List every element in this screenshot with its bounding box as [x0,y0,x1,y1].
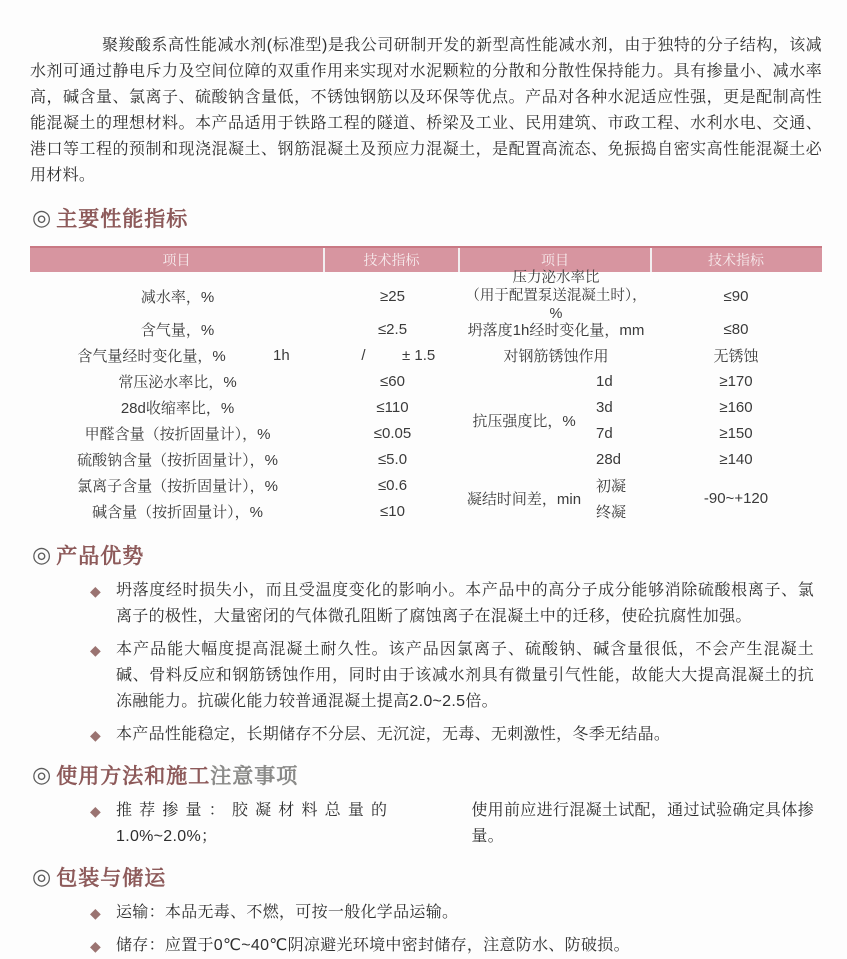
list-item [30,578,822,630]
row-label: 碱含量（按折固量计），% [92,503,263,521]
section-title: 主要性能指标 [56,208,189,231]
table-row [30,420,460,446]
section-heading-advantages [32,540,822,570]
diamond-bullet-icon: ◆ [90,938,101,954]
group-values [652,368,820,472]
list-item-text: 坍落度经时损失小，而且受温度变化的影响小。本产品中的高分子成分能够消除硫酸根离子、氯离子的极性，大量密闭的气体微孔阻断了腐蚀离子在混凝土中的迁移，使砼抗腐性加强。 [116,582,814,625]
row-label: 28d收缩率比，% [120,399,235,417]
intro-paragraph: 聚羧酸系高性能减水剂(标准型)是我公司研制开发的新型高性能减水剂，由于独特的分子结构，该减水剂可通过静电斥力及空间位障的双重作用来实现对水泥颗粒的分散和分散性保持能力。具有掺量小、减水率高，碱含量、氯离子、硫酸钠含量低，不锈蚀钢筋以及环保等优点。产品对各种水泥适应性强，更是配制高性能混凝土的理想材料。本产品适用于铁路工程的隧道、桥梁及工业、民用建筑、市政工程、水利水电、交通、港口等工程的预制和现浇混凝土、钢筋混凝土及预应力混凝土，是配置高流态、免振捣自密实高性能混凝土必用材料。 [30,37,822,184]
row-label: 甲醛含量（按折固量计），% [84,425,271,443]
list-item [30,798,822,850]
age-label: 7d [596,424,613,442]
list-item [30,900,822,926]
advantages-list [30,578,822,748]
table-header-row [30,246,822,272]
performance-table [30,246,822,524]
group-ages [588,368,652,472]
setting-time-group [460,472,822,524]
section-title: 产品优势 [56,545,145,568]
list-item [30,722,822,748]
dosage-text: 推荐掺量：胶凝材料总量的1.0%~2.0%； [116,802,388,845]
packaging-list [30,900,822,959]
row-value: ≤110 [376,398,409,416]
row-value: ≤60 [380,372,405,390]
diamond-bullet-icon: ◆ [90,803,101,819]
table-row [30,394,460,420]
section-heading-packaging [32,862,822,892]
usage-list [30,798,822,850]
section-marker-icon: ◎ [32,762,53,787]
diamond-bullet-icon: ◆ [90,905,101,921]
table-header-cell: 项目 [460,248,652,272]
row-label: 对钢筋锈蚀作用 [503,347,609,365]
row-value: ≤2.5 [377,320,408,338]
age-label: 28d [596,450,622,468]
section-marker-icon: ◎ [32,542,53,567]
table-row [30,446,460,472]
row-value: ≥160 [719,398,753,416]
sub-label: 初凝 [596,477,627,495]
table-row [30,316,460,342]
row-value: -90~+120 [703,489,769,507]
row-label: 氯离子含量（按折固量计），% [77,477,278,495]
section-heading-usage [32,760,822,790]
table-left-half [30,276,460,524]
table-header-cell: 项目 [30,248,325,272]
row-label: 坍落度1h经时变化量，mm [467,321,645,339]
table-row [460,342,822,368]
group-label: 抗压强度比，% [472,412,576,430]
row-value: / ± 1.5 [361,346,436,364]
row-label: 常压泌水率比，% [118,373,237,391]
row-value: ≤80 [723,320,749,338]
row-value: ≥170 [719,372,753,390]
row-label: 硫酸钠含量（按折固量计），% [77,451,278,469]
section-heading-performance [32,203,822,233]
age-label: 1d [596,372,613,390]
row-value: ≤10 [380,502,405,520]
table-header-cell: 技术指标 [325,248,460,272]
group-label: 凝结时间差，min [466,490,582,508]
diamond-bullet-icon: ◆ [90,642,101,658]
table-row [460,316,822,342]
diamond-bullet-icon: ◆ [90,583,101,599]
row-value: ≤0.05 [373,424,412,442]
row-value: 无锈蚀 [713,347,759,365]
list-item-text: 本产品能大幅度提高混凝土耐久性。该产品因氯离子、硫酸钠、碱含量很低，不会产生混凝土碱、骨料反应和钢筋锈蚀作用，同时由于该减水剂具有微量引气性能，故能大大提高混凝土的抗冻融能力。抗碳化能力较普通混凝土提高2.0~2.5倍。 [116,641,814,710]
section-marker-icon: ◎ [32,205,53,230]
row-value: ≥150 [719,424,753,442]
row-value: ≤90 [723,287,749,305]
row-label: 含气量，% [140,321,215,339]
list-item [30,933,822,959]
list-item-text [116,798,822,850]
trial-mix-note: 使用前应进行混凝土试配，通过试验确定具体掺量。 [471,802,814,845]
table-row [30,498,460,524]
row-value: ≤0.6 [377,476,408,494]
table-row [30,472,460,498]
section-title-secondary: 注意事项 [210,765,299,788]
table-right-half [460,270,822,524]
section-title: 包装与储运 [56,867,167,890]
table-row [30,342,460,368]
section-title: 使用方法和施工 [56,765,211,788]
row-label: 含气量经时变化量，% 1h [30,345,325,366]
table-body [30,272,822,524]
diamond-bullet-icon: ◆ [90,727,101,743]
sub-label: 终凝 [596,503,627,521]
list-item-text: 运输：本品无毒、不燃，可按一般化学品运输。 [116,904,459,921]
strength-ratio-group [460,368,822,472]
row-sub-value: 1h [273,346,290,364]
row-label: 压力泌水率比 （用于配置泵送混凝土时），% [465,270,647,322]
group-sub-rows [588,472,652,524]
table-row [30,368,460,394]
row-label: 减水率，% [140,288,215,306]
list-item-text: 本产品性能稳定，长期储存不分层、无沉淀，无毒、无刺激性，冬季无结晶。 [116,726,671,743]
table-header-cell: 技术指标 [708,252,764,268]
table-row [30,276,460,316]
list-item-text: 储存：应置于0℃~40℃阴凉避光环境中密封储存，注意防水、防破损。 [116,937,630,954]
age-label: 3d [596,398,613,416]
section-marker-icon: ◎ [32,864,53,889]
table-row [460,270,822,322]
row-value: ≥25 [380,287,405,305]
list-item [30,637,822,715]
row-value: ≥140 [719,450,753,468]
row-value: ≤5.0 [377,450,408,468]
